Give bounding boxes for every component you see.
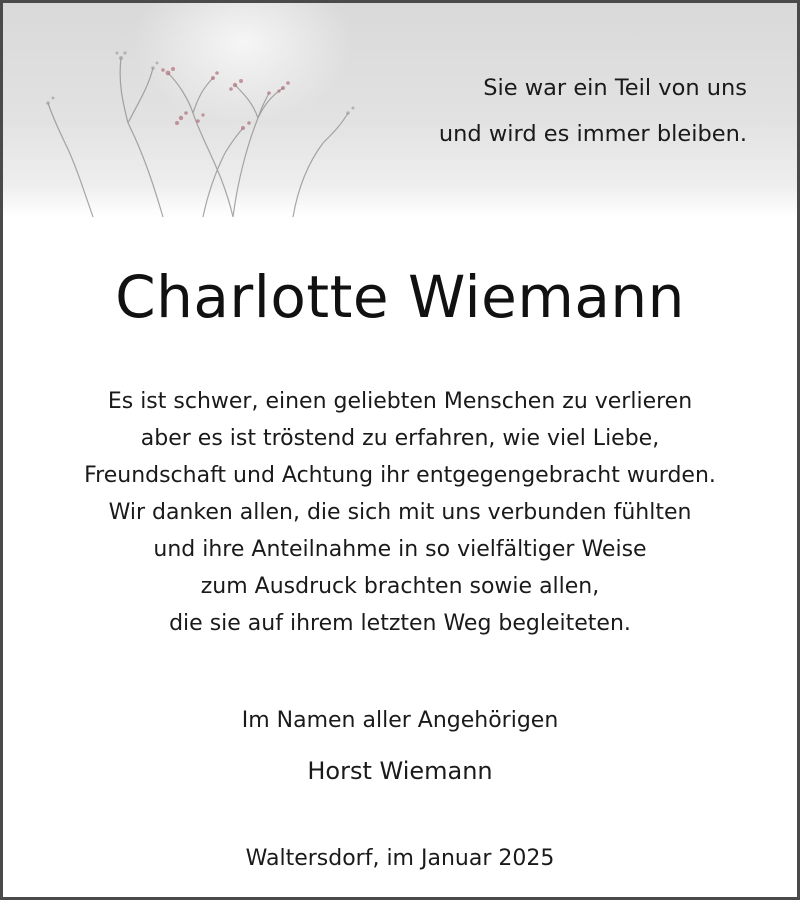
message-line: und ihre Anteilnahme in so vielfältiger Weise [153,537,647,562]
message-line: zum Ausdruck brachten sowie allen, [200,574,600,599]
quote-line: Sie war ein Teil von uns [483,75,747,101]
message-line: aber es ist tröstend zu erfahren, wie viel Liebe, [140,426,660,451]
place-date: Waltersdorf, im Januar 2025 [245,846,555,871]
thank-you-message [3,383,797,642]
signoff [3,703,797,789]
memorial-quote [439,65,747,157]
message-line: Freundschaft und Achtung ihr entgegengebracht wurden. [84,463,716,488]
signoff-intro: Im Namen aller Angehörigen [241,708,559,733]
header-photo [3,3,797,217]
quote-line: und wird es immer bleiben. [438,121,747,147]
message-line: Wir danken allen, die sich mit uns verbunden fühlten [108,500,692,525]
deceased-name: Charlotte Wiemann [115,263,685,331]
message-line: die sie auf ihrem letzten Weg begleiteten. [169,611,631,636]
signer-name: Horst Wiemann [307,757,493,785]
message-line: Es ist schwer, einen geliebten Menschen zu verlieren [107,389,693,414]
